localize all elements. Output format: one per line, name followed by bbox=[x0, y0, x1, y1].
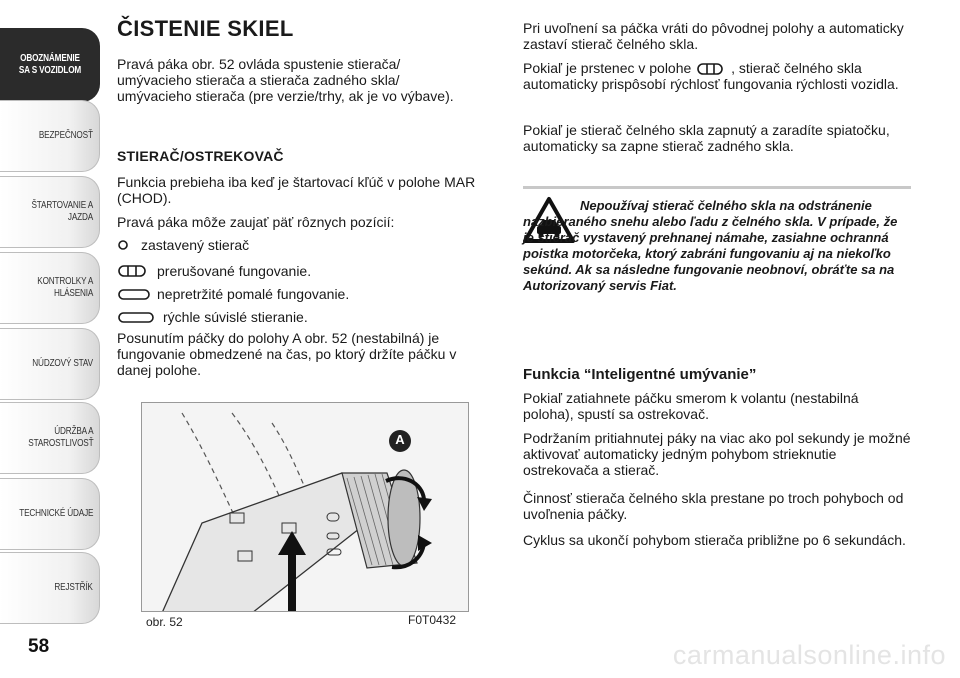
paragraph-auto-speed bbox=[523, 60, 911, 92]
slow-wiper-icon bbox=[117, 286, 153, 302]
tab-bezpecnost[interactable] bbox=[0, 100, 100, 172]
tab-nudzovy-stav[interactable] bbox=[0, 328, 100, 400]
figure-wiper-lever bbox=[141, 402, 469, 612]
divider bbox=[523, 186, 911, 189]
paragraph-position-a: Posunutím páčky do polohy A obr. 52 (nestabilná) je fungovanie obmedzené na čas, po ktorý držíte páčku v danej polohe. bbox=[117, 330, 457, 378]
figure-caption: obr. 52 bbox=[146, 615, 183, 629]
tab-udrzba[interactable] bbox=[0, 402, 100, 474]
subsection-title: Funkcia “Inteligentné umývanie” bbox=[523, 366, 757, 383]
paragraph-positions-intro: Pravá páka môže zaujať päť rôznych pozícií: bbox=[117, 214, 395, 230]
tab-label: ÚDRŽBA A STAROSTLIVOSŤ bbox=[27, 426, 93, 449]
figure-code: F0T0432 bbox=[408, 613, 457, 627]
list-item bbox=[117, 263, 311, 279]
tab-label: BEZPEČNOSŤ bbox=[39, 130, 93, 141]
intermittent-wiper-icon bbox=[117, 263, 151, 279]
chapter-tabs bbox=[0, 0, 100, 678]
tab-label: KONTROLKY A HLÁSENIA bbox=[37, 276, 93, 299]
paragraph-release: Pri uvoľnení sa páčka vráti do pôvodnej polohy a automaticky zastaví stierač čelného skla. bbox=[523, 20, 904, 52]
page-number: 58 bbox=[28, 636, 50, 657]
list-item bbox=[117, 286, 349, 302]
intro-paragraph: Pravá páka obr. 52 ovláda spustenie stierača/ umývacieho stierača a stierača zadného skla/ umývacieho stierača (pre verzie/trhy, ak je vo výbave). bbox=[117, 56, 454, 104]
tab-rejstrik[interactable] bbox=[0, 552, 100, 624]
paragraph-smart-wash-3: Činnosť stierača čelného skla prestane po troch pohyboch od uvoľnenia páčky. bbox=[523, 490, 904, 522]
list-item-text: nepretržité pomalé fungovanie. bbox=[157, 286, 350, 302]
tab-oboznamenie[interactable] bbox=[0, 28, 100, 102]
paragraph-smart-wash-2: Podržaním pritiahnutej páky na viac ako pol sekundy je možné aktivovať automaticky jedným pohybom strieknutie ostrekovača a stierač. bbox=[523, 430, 911, 478]
tab-startovanie[interactable] bbox=[0, 176, 100, 248]
section-title: ČISTENIE SKIEL bbox=[117, 16, 294, 41]
tab-label: NÚDZOVÝ STAV bbox=[32, 358, 93, 369]
tab-label: TECHNICKÉ ÚDAJE bbox=[18, 508, 93, 519]
tab-kontrolky[interactable] bbox=[0, 252, 100, 324]
subsection-title: STIERAČ/OSTREKOVAČ bbox=[117, 148, 284, 164]
callout-label-a: A bbox=[395, 432, 405, 447]
tab-label: ŠTARTOVANIE A JAZDA bbox=[31, 200, 93, 223]
tab-label: OBOZNÁMENIE SA S VOZIDLOM bbox=[18, 53, 81, 76]
paragraph-smart-wash-1: Pokiaľ zatiahnete páčku smerom k volantu (nestabilná poloha), spustí sa ostrekovač. bbox=[523, 390, 859, 422]
intermittent-wiper-icon bbox=[695, 62, 727, 76]
paragraph-smart-wash-4: Cyklus sa ukončí pohybom stierača približne po 6 sekundách. bbox=[523, 532, 906, 548]
circle-icon bbox=[117, 238, 133, 252]
wiper-lever-illustration bbox=[142, 403, 469, 612]
list-item-text: zastavený stierač bbox=[141, 237, 250, 253]
list-item-text: prerušované fungovanie. bbox=[157, 263, 312, 279]
tab-technicke-udaje[interactable] bbox=[0, 478, 100, 550]
watermark: carmanualsonline.info bbox=[672, 640, 946, 670]
list-item bbox=[117, 237, 249, 253]
paragraph-text: , stierač čelného skla automaticky prispôsobí rýchlosť fungovania rýchlosti vozidla. bbox=[523, 60, 899, 93]
list-item-text: rýchle súvislé stieranie. bbox=[163, 309, 308, 325]
paragraph-reverse: Pokiaľ je stierač čelného skla zapnutý a zaradíte spiatočku, automaticky sa zapne stierač zadného skla. bbox=[523, 122, 890, 154]
tab-label: REJSTŘÍK bbox=[54, 582, 93, 593]
paragraph-key-position: Funkcia prebieha iba keď je štartovací kľúč v polohe MAR (CHOD). bbox=[117, 174, 476, 206]
paragraph-text: Pokiaľ je prstenec v polohe bbox=[523, 60, 692, 76]
list-item bbox=[117, 309, 308, 325]
fast-wiper-icon bbox=[117, 309, 161, 325]
warning-text: Nepoužívaj stierač čelného skla na odstránenie nazbieraného snehu alebo ľadu z čelného skla. V prípade, že je stierač vystavený prehnanej námahe, zasiahne ochranná poistka motorčeka, ktorý zabráni fungovaniu aj na niekoľko sekúnd. Ak sa následne fungovanie neobnoví, obráťte sa na Autorizovaný servis Fiat. bbox=[523, 198, 898, 293]
